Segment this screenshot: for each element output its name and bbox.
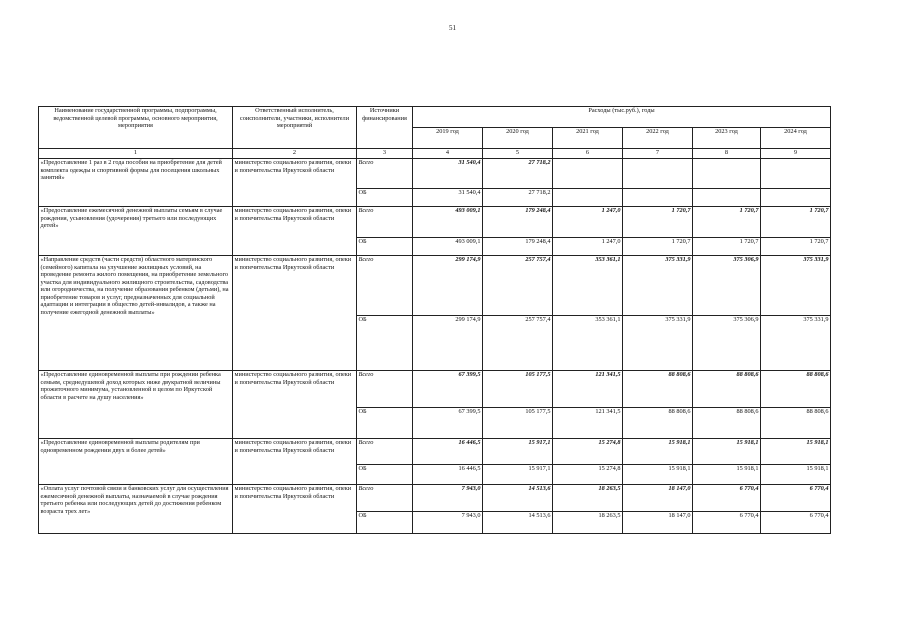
- total-value: 67 399,5: [413, 371, 483, 408]
- ob-value: 15 917,1: [483, 465, 553, 485]
- header-sources: Источники финансирования: [357, 107, 413, 149]
- ob-value: 375 331,9: [761, 316, 831, 371]
- source-total-label: Всего: [357, 439, 413, 465]
- total-value: 15 918,1: [693, 439, 761, 465]
- total-value: 179 248,4: [483, 207, 553, 238]
- ob-value: 105 177,5: [483, 408, 553, 439]
- total-value: 353 361,1: [553, 256, 623, 316]
- source-total-label: Всего: [357, 159, 413, 189]
- total-value: 375 306,9: [693, 256, 761, 316]
- total-value: 27 718,2: [483, 159, 553, 189]
- executor: министерство социального развития, опеки и попечительства Иркутской области: [233, 485, 357, 534]
- source-ob-label: ОБ: [357, 189, 413, 207]
- ob-value: 15 274,8: [553, 465, 623, 485]
- ob-value: 15 918,1: [693, 465, 761, 485]
- total-value: 88 808,6: [761, 371, 831, 408]
- total-value: 1 720,7: [623, 207, 693, 238]
- ob-value: 88 808,6: [623, 408, 693, 439]
- page-number: 51: [449, 24, 456, 32]
- measure-name: «Предоставление ежемесячной денежной выплаты семьям в случае рождения, усыновления (удочерения) третьего или последующих детей»: [39, 207, 233, 256]
- column-number-2: 2: [233, 149, 357, 159]
- ob-value: 493 009,1: [413, 238, 483, 256]
- ob-value: [693, 189, 761, 207]
- ob-value: [761, 189, 831, 207]
- source-total-label: Всего: [357, 371, 413, 408]
- ob-value: [623, 189, 693, 207]
- ob-value: 31 540,4: [413, 189, 483, 207]
- ob-value: 27 718,2: [483, 189, 553, 207]
- source-ob-label: ОБ: [357, 316, 413, 371]
- ob-value: 88 808,6: [693, 408, 761, 439]
- ob-value: 121 341,5: [553, 408, 623, 439]
- column-number-5: 5: [483, 149, 553, 159]
- header-executor: Ответственный исполнитель, соисполнители, участники, исполнители мероприятий: [233, 107, 357, 149]
- ob-value: 6 770,4: [761, 512, 831, 534]
- column-number-3: 3: [357, 149, 413, 159]
- total-value: [623, 159, 693, 189]
- total-value: 121 341,5: [553, 371, 623, 408]
- total-value: 14 513,6: [483, 485, 553, 512]
- total-value: 18 147,0: [623, 485, 693, 512]
- measure-name: «Направление средств (части средств) областного материнского (семейного) капитала на улучшение жилищных условий, на проведение ремонта жилого помещения, на приобретение земельного участка для индивидуального жилищного строительства, садоводства или огородничества, на получение образования ребенком (детьми), на приобретение товаров и услуг, предназначенных для социальной адаптации и интеграции в общество детей-инвалидов, а также на получение ежегодной денежной выплаты»: [39, 256, 233, 371]
- executor: министерство социального развития, опеки и попечительства Иркутской области: [233, 207, 357, 256]
- source-ob-label: ОБ: [357, 408, 413, 439]
- executor: министерство социального развития, опеки и попечительства Иркутской области: [233, 439, 357, 485]
- ob-value: 18 263,5: [553, 512, 623, 534]
- ob-value: 16 446,5: [413, 465, 483, 485]
- table-row: [39, 256, 831, 316]
- total-value: 88 808,6: [623, 371, 693, 408]
- total-value: 6 770,4: [693, 485, 761, 512]
- column-number-8: 8: [693, 149, 761, 159]
- total-value: [693, 159, 761, 189]
- ob-value: 15 918,1: [761, 465, 831, 485]
- header-year-2: 2020 год: [483, 128, 553, 149]
- ob-value: 7 943,0: [413, 512, 483, 534]
- total-value: 15 274,8: [553, 439, 623, 465]
- executor: министерство социального развития, опеки и попечительства Иркутской области: [233, 256, 357, 371]
- total-value: 6 770,4: [761, 485, 831, 512]
- header-program: Наименование государственной программы, подпрограммы, ведомственной целевой программы, основного мероприятия, мероприятия: [39, 107, 233, 149]
- source-ob-label: ОБ: [357, 238, 413, 256]
- column-number-4: 4: [413, 149, 483, 159]
- header-year-3: 2021 год: [553, 128, 623, 149]
- header-year-4: 2022 год: [623, 128, 693, 149]
- total-value: 15 918,1: [623, 439, 693, 465]
- header-expenses: Расходы (тыс.руб.), годы: [413, 107, 831, 128]
- source-total-label: Всего: [357, 207, 413, 238]
- total-value: 31 540,4: [413, 159, 483, 189]
- ob-value: 299 174,9: [413, 316, 483, 371]
- total-value: 105 177,5: [483, 371, 553, 408]
- table-row: [39, 371, 831, 408]
- table-row: [39, 207, 831, 238]
- column-number-7: 7: [623, 149, 693, 159]
- ob-value: 1 720,7: [623, 238, 693, 256]
- total-value: 375 331,9: [623, 256, 693, 316]
- total-value: [553, 159, 623, 189]
- total-value: 493 009,1: [413, 207, 483, 238]
- column-number-1: 1: [39, 149, 233, 159]
- ob-value: 179 248,4: [483, 238, 553, 256]
- measure-name: «Предоставление 1 раз в 2 года пособия на приобретение для детей комплекта одежды и спортивной формы для посещения школьных занятий»: [39, 159, 233, 207]
- executor: министерство социального развития, опеки и попечительства Иркутской области: [233, 159, 357, 207]
- column-number-6: 6: [553, 149, 623, 159]
- ob-value: 1 720,7: [693, 238, 761, 256]
- ob-value: 6 770,4: [693, 512, 761, 534]
- total-value: 7 943,0: [413, 485, 483, 512]
- total-value: 88 808,6: [693, 371, 761, 408]
- total-value: 18 263,5: [553, 485, 623, 512]
- source-total-label: Всего: [357, 256, 413, 316]
- measure-name: «Предоставление единовременной выплаты родителям при одновременном рождении двух и более детей»: [39, 439, 233, 485]
- ob-value: 1 247,0: [553, 238, 623, 256]
- ob-value: 15 918,1: [623, 465, 693, 485]
- source-ob-label: ОБ: [357, 465, 413, 485]
- ob-value: 257 757,4: [483, 316, 553, 371]
- source-total-label: Всего: [357, 485, 413, 512]
- ob-value: [553, 189, 623, 207]
- total-value: [761, 159, 831, 189]
- ob-value: 88 808,6: [761, 408, 831, 439]
- ob-value: 14 513,6: [483, 512, 553, 534]
- ob-value: 1 720,7: [761, 238, 831, 256]
- measure-name: «Оплата услуг почтовой связи и банковских услуг для осуществления ежемесячной денежной выплаты, назначаемой в случае рождения третьего ребенка или последующих детей до достижения ребенком возраста трех лет»: [39, 485, 233, 534]
- column-number-9: 9: [761, 149, 831, 159]
- header-year-1: 2019 год: [413, 128, 483, 149]
- ob-value: 353 361,1: [553, 316, 623, 371]
- total-value: 15 917,1: [483, 439, 553, 465]
- table-row: [39, 439, 831, 465]
- measure-name: «Предоставление единовременной выплаты при рождении ребенка семьям, среднедушевой доход которых ниже двукратной величины прожиточного минимума, установленной в целом по Иркутской области в расчете на душу населения»: [39, 371, 233, 439]
- total-value: 16 446,5: [413, 439, 483, 465]
- executor: министерство социального развития, опеки и попечительства Иркутской области: [233, 371, 357, 439]
- total-value: 1 247,0: [553, 207, 623, 238]
- header-year-6: 2024 год: [761, 128, 831, 149]
- total-value: 15 918,1: [761, 439, 831, 465]
- total-value: 375 331,9: [761, 256, 831, 316]
- table-row: [39, 159, 831, 189]
- budget-table: [38, 106, 831, 534]
- header-year-5: 2023 год: [693, 128, 761, 149]
- ob-value: 375 306,9: [693, 316, 761, 371]
- table-row: [39, 485, 831, 512]
- source-ob-label: ОБ: [357, 512, 413, 534]
- total-value: 1 720,7: [761, 207, 831, 238]
- ob-value: 67 399,5: [413, 408, 483, 439]
- total-value: 1 720,7: [693, 207, 761, 238]
- total-value: 257 757,4: [483, 256, 553, 316]
- total-value: 299 174,9: [413, 256, 483, 316]
- ob-value: 375 331,9: [623, 316, 693, 371]
- ob-value: 18 147,0: [623, 512, 693, 534]
